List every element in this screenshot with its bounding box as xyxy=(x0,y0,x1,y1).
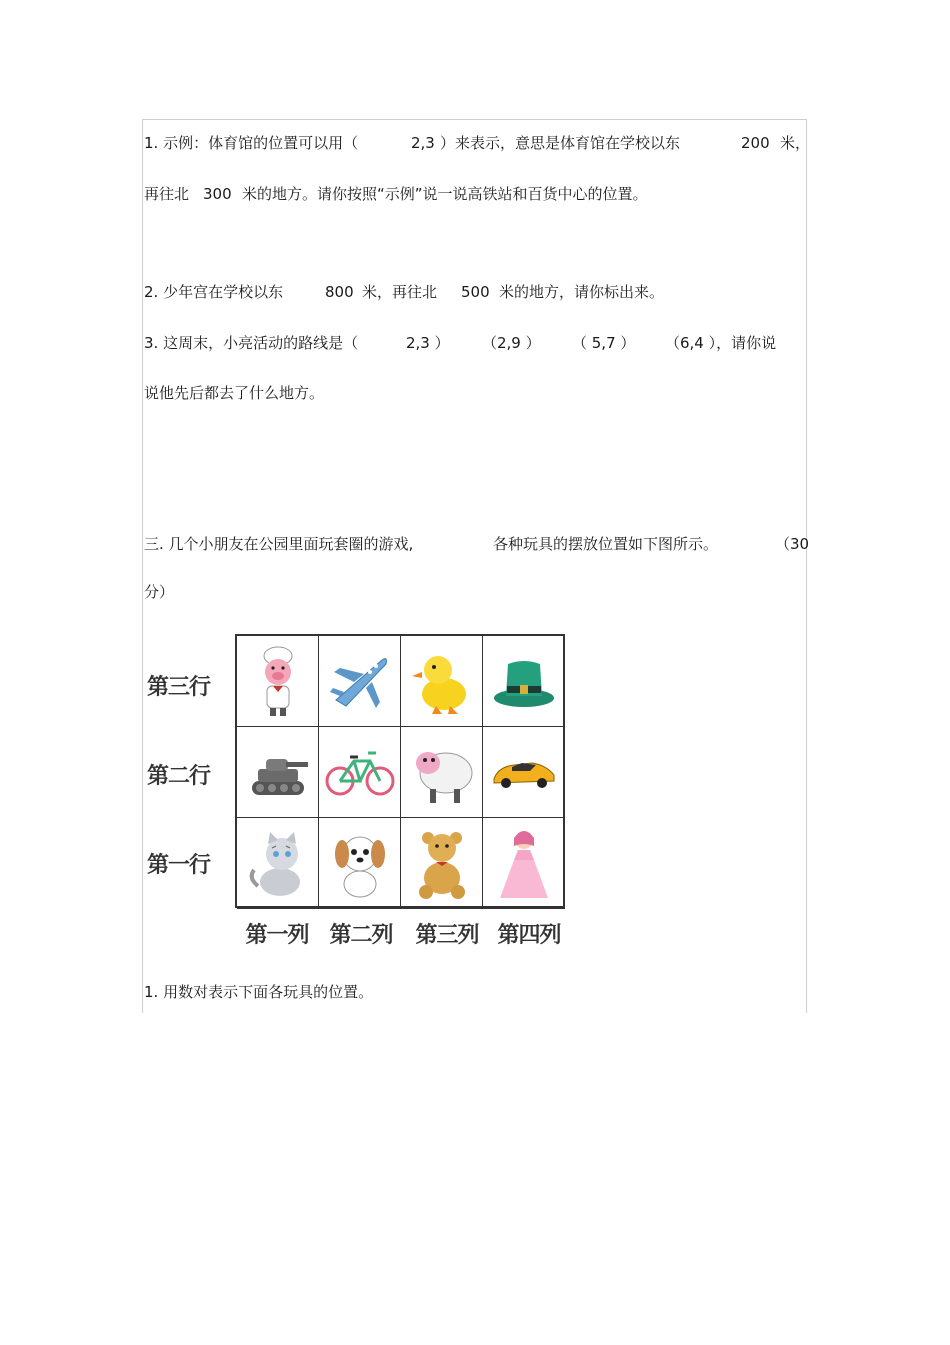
q2-text-d: 500 xyxy=(461,283,490,301)
airplane-icon xyxy=(324,642,396,720)
q3-text-a: 3. 这周末，小亮活动的路线是（ xyxy=(144,334,359,352)
cell-r2-c1 xyxy=(237,727,319,818)
cell-r2-c4 xyxy=(483,727,565,818)
q3-text-d: （ 5,7 ） xyxy=(572,334,636,352)
bicycle-icon xyxy=(324,733,396,811)
princess-icon xyxy=(488,824,560,902)
q2-text-b: 800 xyxy=(325,283,354,301)
q2-text-c: 米，再往北 xyxy=(362,283,438,301)
row-label-2: 第二行 xyxy=(147,764,211,789)
puppy-icon xyxy=(324,824,396,902)
sheep-icon xyxy=(406,733,478,811)
col-label-4: 第四列 xyxy=(497,923,561,948)
cell-r1-c3 xyxy=(401,818,483,909)
col-label-2: 第二列 xyxy=(329,923,393,948)
q1-text-d: 200 xyxy=(741,134,770,152)
section3-text-c: （30 xyxy=(775,535,810,553)
sports-car-icon xyxy=(488,733,560,811)
section3-line2: 分） xyxy=(144,583,175,601)
frame-right-border xyxy=(806,119,807,1013)
duckling-icon xyxy=(406,642,478,720)
sub-question-1: 1. 用数对表示下面各玩具的位置。 xyxy=(144,983,374,1001)
cell-r3-c2 xyxy=(319,636,401,727)
toy-grid-figure xyxy=(143,626,578,952)
tank-icon xyxy=(242,733,314,811)
q1-line2-b: 300 xyxy=(203,185,232,203)
q1-line2-a: 再往北 xyxy=(144,185,190,203)
q3-text-c: （2,9 ） xyxy=(482,334,541,352)
row-label-3: 第三行 xyxy=(147,675,211,700)
cell-r3-c1 xyxy=(237,636,319,727)
col-label-3: 第三列 xyxy=(415,923,479,948)
q1-line2-c: 米的地方。请你按照“示例”说一说高铁站和百货中心的位置。 xyxy=(242,185,648,203)
cell-r1-c1 xyxy=(237,818,319,909)
cell-r3-c4 xyxy=(483,636,565,727)
kitten-icon xyxy=(242,824,314,902)
frame-top-border xyxy=(142,119,807,120)
col-label-1: 第一列 xyxy=(245,923,309,948)
cell-r2-c2 xyxy=(319,727,401,818)
cell-r3-c3 xyxy=(401,636,483,727)
row-label-1: 第一行 xyxy=(147,853,211,878)
section3-text-b: 各种玩具的摆放位置如下图所示。 xyxy=(493,535,719,553)
section3-text-a: 三. 几个小朋友在公园里面玩套圈的游戏, xyxy=(144,535,414,553)
q1-text-a: 1. 示例：体育馆的位置可以用（ xyxy=(144,134,359,152)
q2-text-a: 2. 少年宫在学校以东 xyxy=(144,283,284,301)
teddy-bear-icon xyxy=(406,824,478,902)
q1-text-e: 米， xyxy=(780,134,811,152)
q3-text-e: （6,4 ），请你说 xyxy=(665,334,777,352)
cell-r1-c4 xyxy=(483,818,565,909)
q1-text-c: ）来表示，意思是体育馆在学校以东 xyxy=(440,134,681,152)
q3-line2: 说他先后都去了什么地方。 xyxy=(144,384,325,402)
toy-grid xyxy=(235,634,565,908)
q3-text-b: 2,3 ） xyxy=(406,334,450,352)
q2-text-e: 米的地方，请你标出来。 xyxy=(499,283,665,301)
green-hat-icon xyxy=(488,642,560,720)
q1-text-b: 2,3 xyxy=(411,134,435,152)
pig-chef-icon xyxy=(242,642,314,720)
cell-r2-c3 xyxy=(401,727,483,818)
cell-r1-c2 xyxy=(319,818,401,909)
